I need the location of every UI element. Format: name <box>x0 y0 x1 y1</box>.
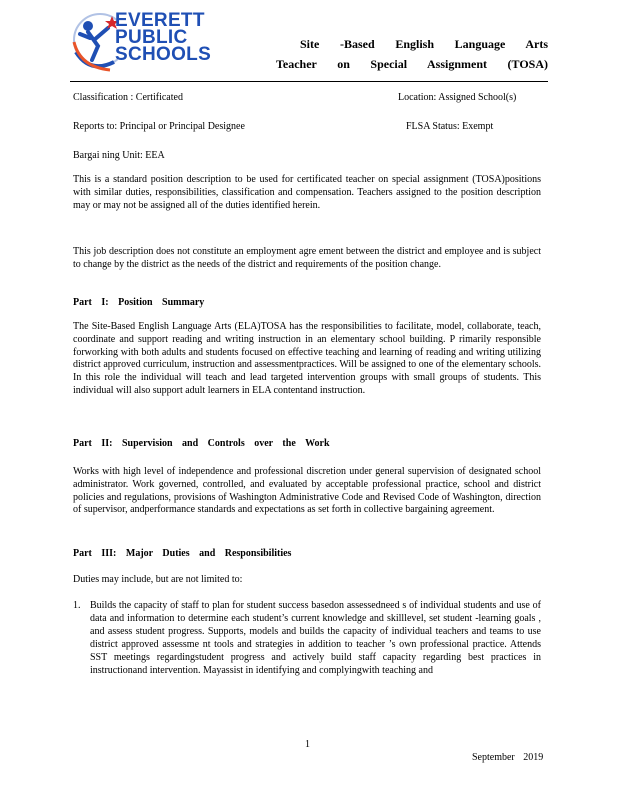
document-title-line2: Teacher on Special Assignment (TOSA) <box>276 57 548 71</box>
logo-line-schools: SCHOOLS <box>115 44 212 65</box>
intro-paragraph-2: This job description does not constitute an employment agre ement between the district and employee and is subject to change by the district as the needs of the district and requirements of the position change. <box>73 246 541 270</box>
reports-to: Reports to: Principal or Principal Designee <box>73 121 245 132</box>
part2-heading: Part II: Supervision and Controls over the Work <box>73 438 330 449</box>
duty-item-number: 1. <box>73 600 81 611</box>
part3-heading: Part III: Major Duties and Responsibilities <box>73 548 292 559</box>
part2-text: Works with high level of independence and professional discretion under general supervision of designated school administrator. Work governed, controlled, and evaluated by acceptable professional practice, school and district policies and regulations, provisions of Washington Administrative Code and Revised Code of Washington, direction of supervisor, andperformance standards and expectations as set forth in collective bargaining agreement. <box>73 466 541 516</box>
location: Location: Assigned School(s) <box>398 92 517 103</box>
bargaining-unit: Bargai ning Unit: EEA <box>73 150 165 161</box>
duties-intro: Duties may include, but are not limited to: <box>73 574 243 585</box>
part1-text: The Site-Based English Language Arts (ELA)TOSA has the responsibilities to facilitate, model, collaborate, teach, coordinate and support reading and writing instruction in an elementary school building. P rimarily responsible forworking with both adults and students focused on effective teaching and learning of reading and writing utilizing district approved curriculum, instruction and assessmentpractices. Will be assigned to one of the elementary schools. In this role the individual will teach and lead targeted intervention groups with small groups of students. This individual will also support adult learners in ELA contentand instruction. <box>73 321 541 396</box>
flsa-status: FLSA Status: Exempt <box>406 121 494 132</box>
logo-line-public: PUBLIC <box>115 27 188 48</box>
district-logo <box>70 12 240 82</box>
document-title-line1: Site -Based English Language Arts <box>300 37 548 51</box>
footer-date: September 2019 <box>472 752 544 763</box>
intro-paragraph-1: This is a standard position description to be used for certificated teacher on special assignment (TOSA)positions with similar duties, responsibilities, classification and compensation. Teachers assigned to the position description may or may not be assigned all of the duties identified herein. <box>73 174 541 211</box>
classification: Classification : Certificated <box>73 92 183 103</box>
page-number: 1 <box>305 739 310 750</box>
logo-figure-icon <box>70 12 118 82</box>
part1-heading: Part I: Position Summary <box>73 297 205 308</box>
logo-line-everett: EVERETT <box>115 10 205 31</box>
header-divider <box>70 81 548 82</box>
duty-item-text: Builds the capacity of staff to plan for student success basedon assessedneed s of individual students and use of data and information to determine each student’s current knowledge and skilllevel, set student -learning goals , and assess student progress. Supports, models and builds the capacity of individual teachers and teams to use district approved assessme nt tools and strategies in addition to teacher ’s own professional practice. Attends SST meetings regardingstudent progress and actively build staff capacity regarding best practices in instructionand intervention. Mayassist in identifying and complyingwith teaching and <box>90 600 541 676</box>
